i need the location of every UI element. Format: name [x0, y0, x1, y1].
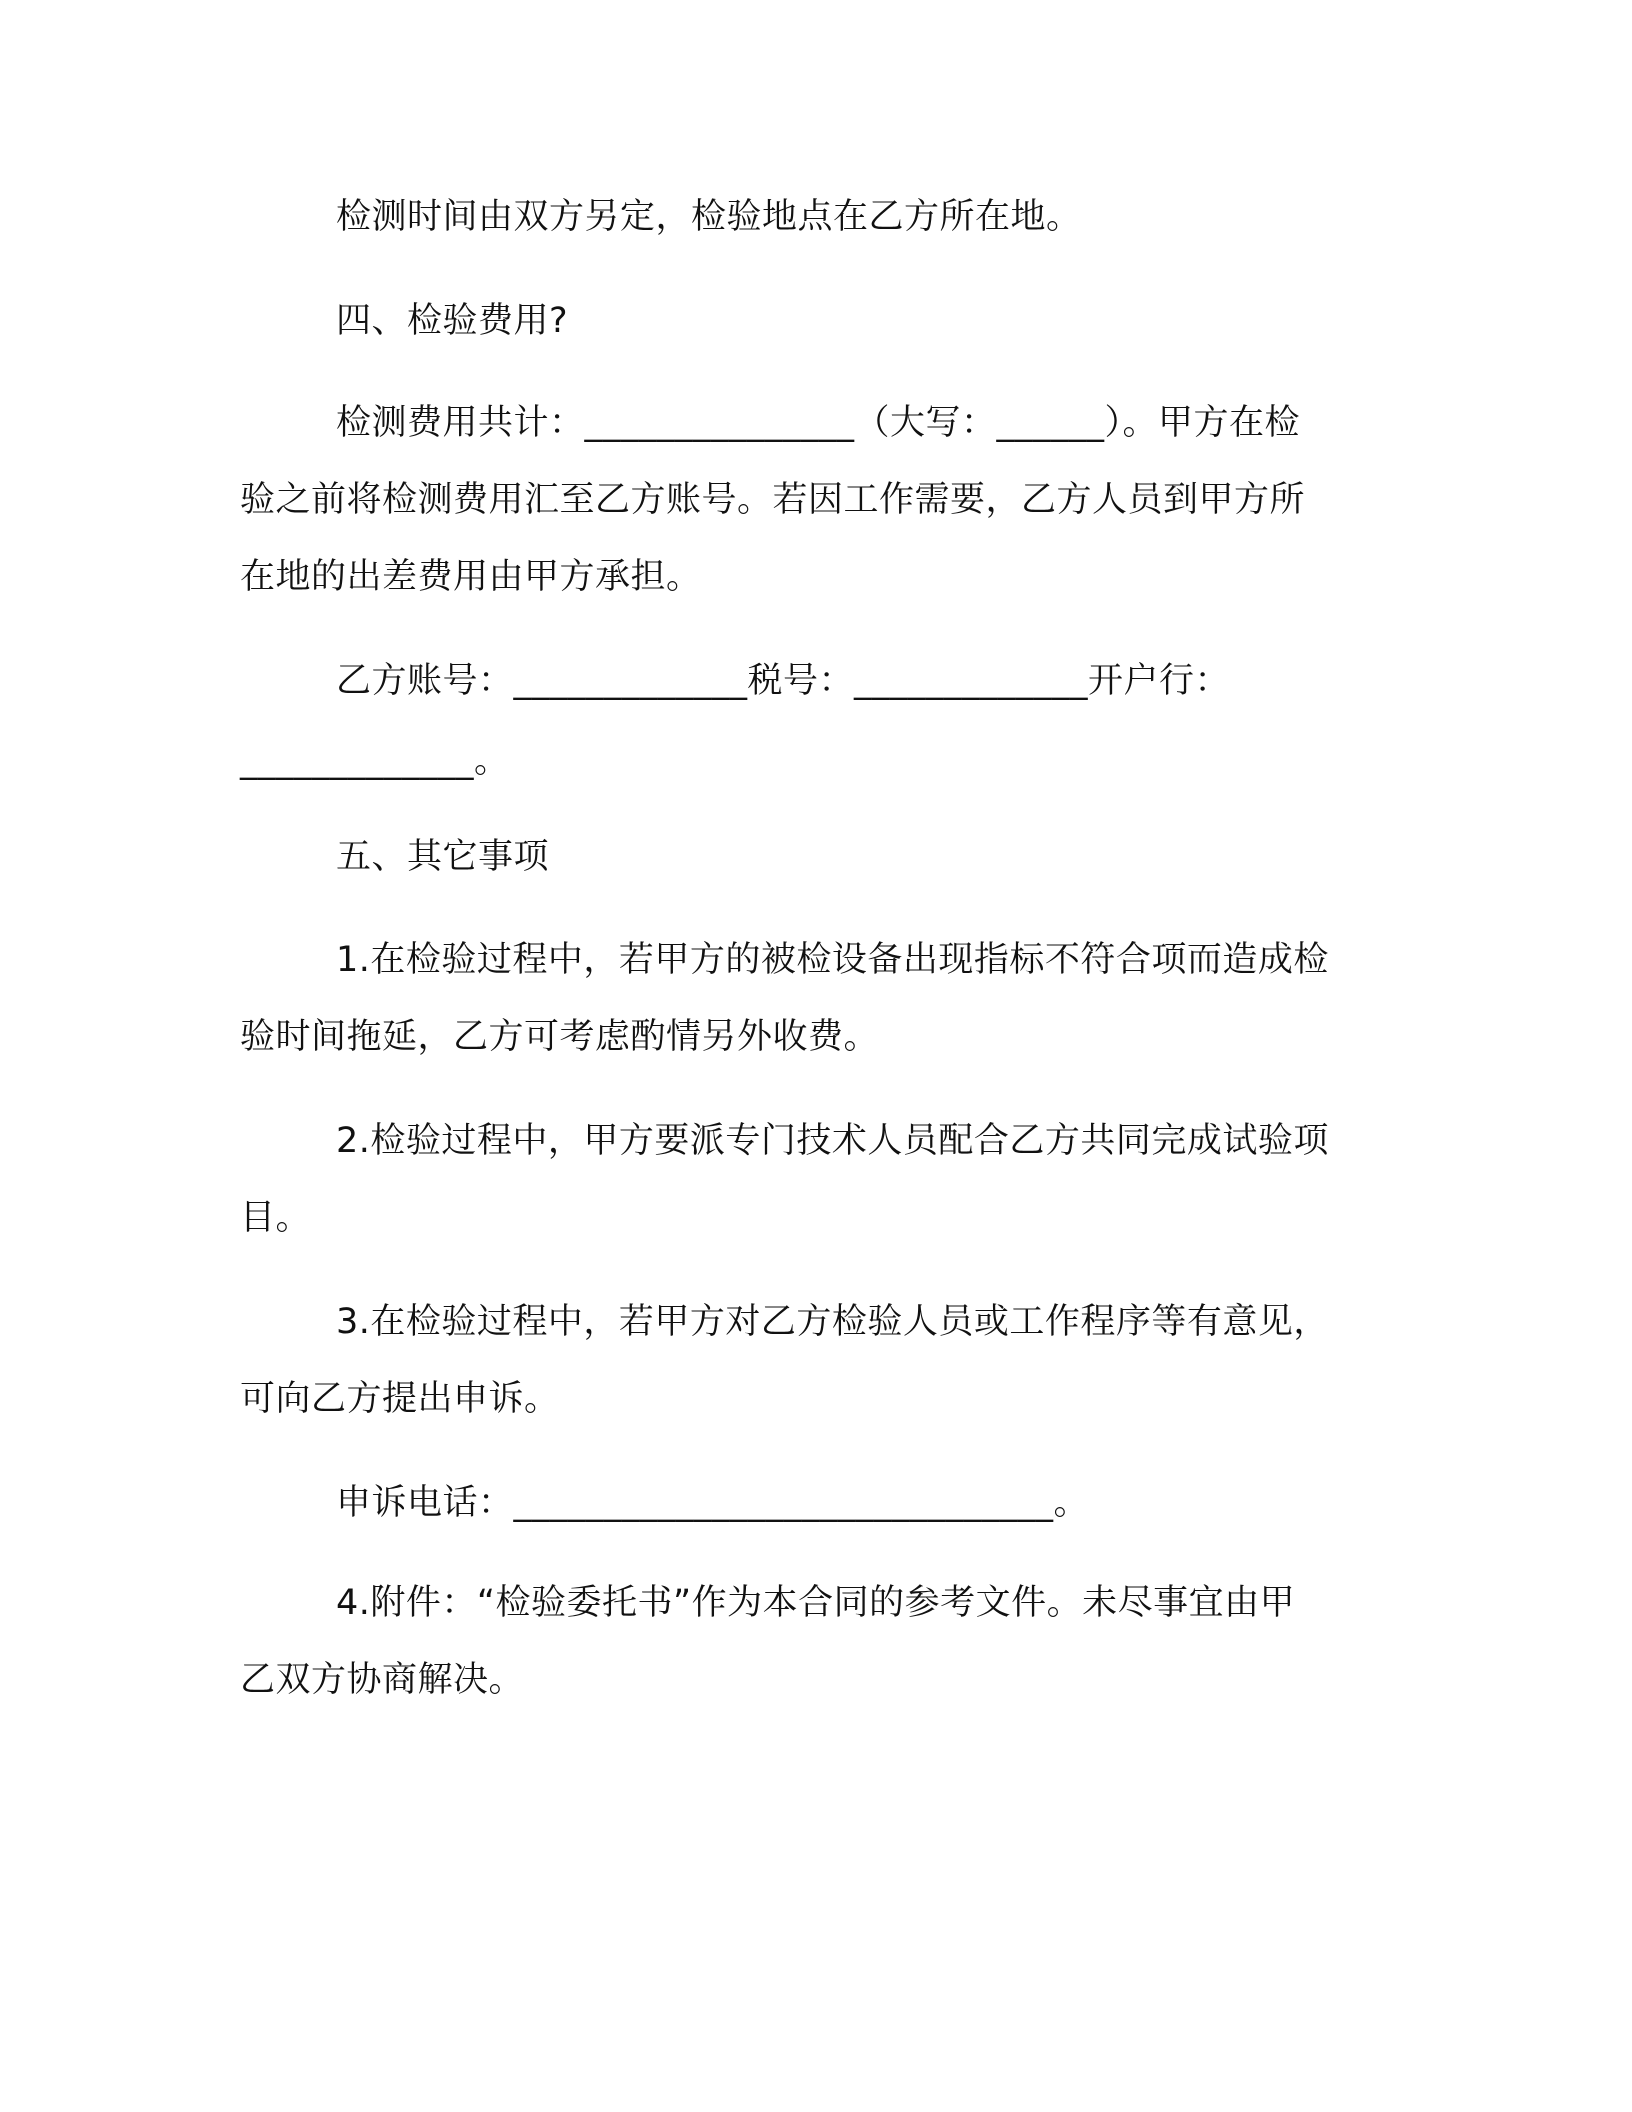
- item-3-line-1: 3.在检验过程中，若甲方对乙方检验人员或工作程序等有意见，: [336, 1302, 1329, 1342]
- item-4-line-1: 4.附件：“检验委托书”作为本合同的参考文件。未尽事宜由甲: [336, 1583, 1296, 1623]
- item-3-line-2: 可向乙方提出申诉。: [240, 1379, 560, 1419]
- section-four-heading: 四、检验费用?: [336, 301, 569, 341]
- item-4-line-2: 乙双方协商解决。: [240, 1660, 525, 1700]
- account-info-line-1: 乙方账号：_____________税号：_____________开户行：: [336, 661, 1231, 701]
- inspection-time-paragraph: 检测时间由双方另定，检验地点在乙方所在地。: [336, 197, 1082, 237]
- item-1-line-1: 1.在检验过程中，若甲方的被检设备出现指标不符合项而造成检: [336, 940, 1329, 980]
- account-info-line-2: _____________。: [240, 741, 510, 781]
- item-2-line-1: 2.检验过程中，甲方要派专门技术人员配合乙方共同完成试验项: [336, 1121, 1329, 1161]
- section-five-heading: 五、其它事项: [336, 837, 550, 877]
- item-2-line-2: 目。: [240, 1198, 312, 1238]
- item-1-line-2: 验时间拖延，乙方可考虑酌情另外收费。: [240, 1017, 880, 1057]
- fee-paragraph-line-3: 在地的出差费用由甲方承担。: [240, 557, 702, 597]
- complaint-phone-line: 申诉电话：______________________________。: [336, 1483, 1090, 1523]
- fee-paragraph-line-1: 检测费用共计：_______________（大写：______）。甲方在检: [336, 403, 1301, 443]
- fee-paragraph-line-2: 验之前将检测费用汇至乙方账号。若因工作需要，乙方人员到甲方所: [240, 480, 1306, 520]
